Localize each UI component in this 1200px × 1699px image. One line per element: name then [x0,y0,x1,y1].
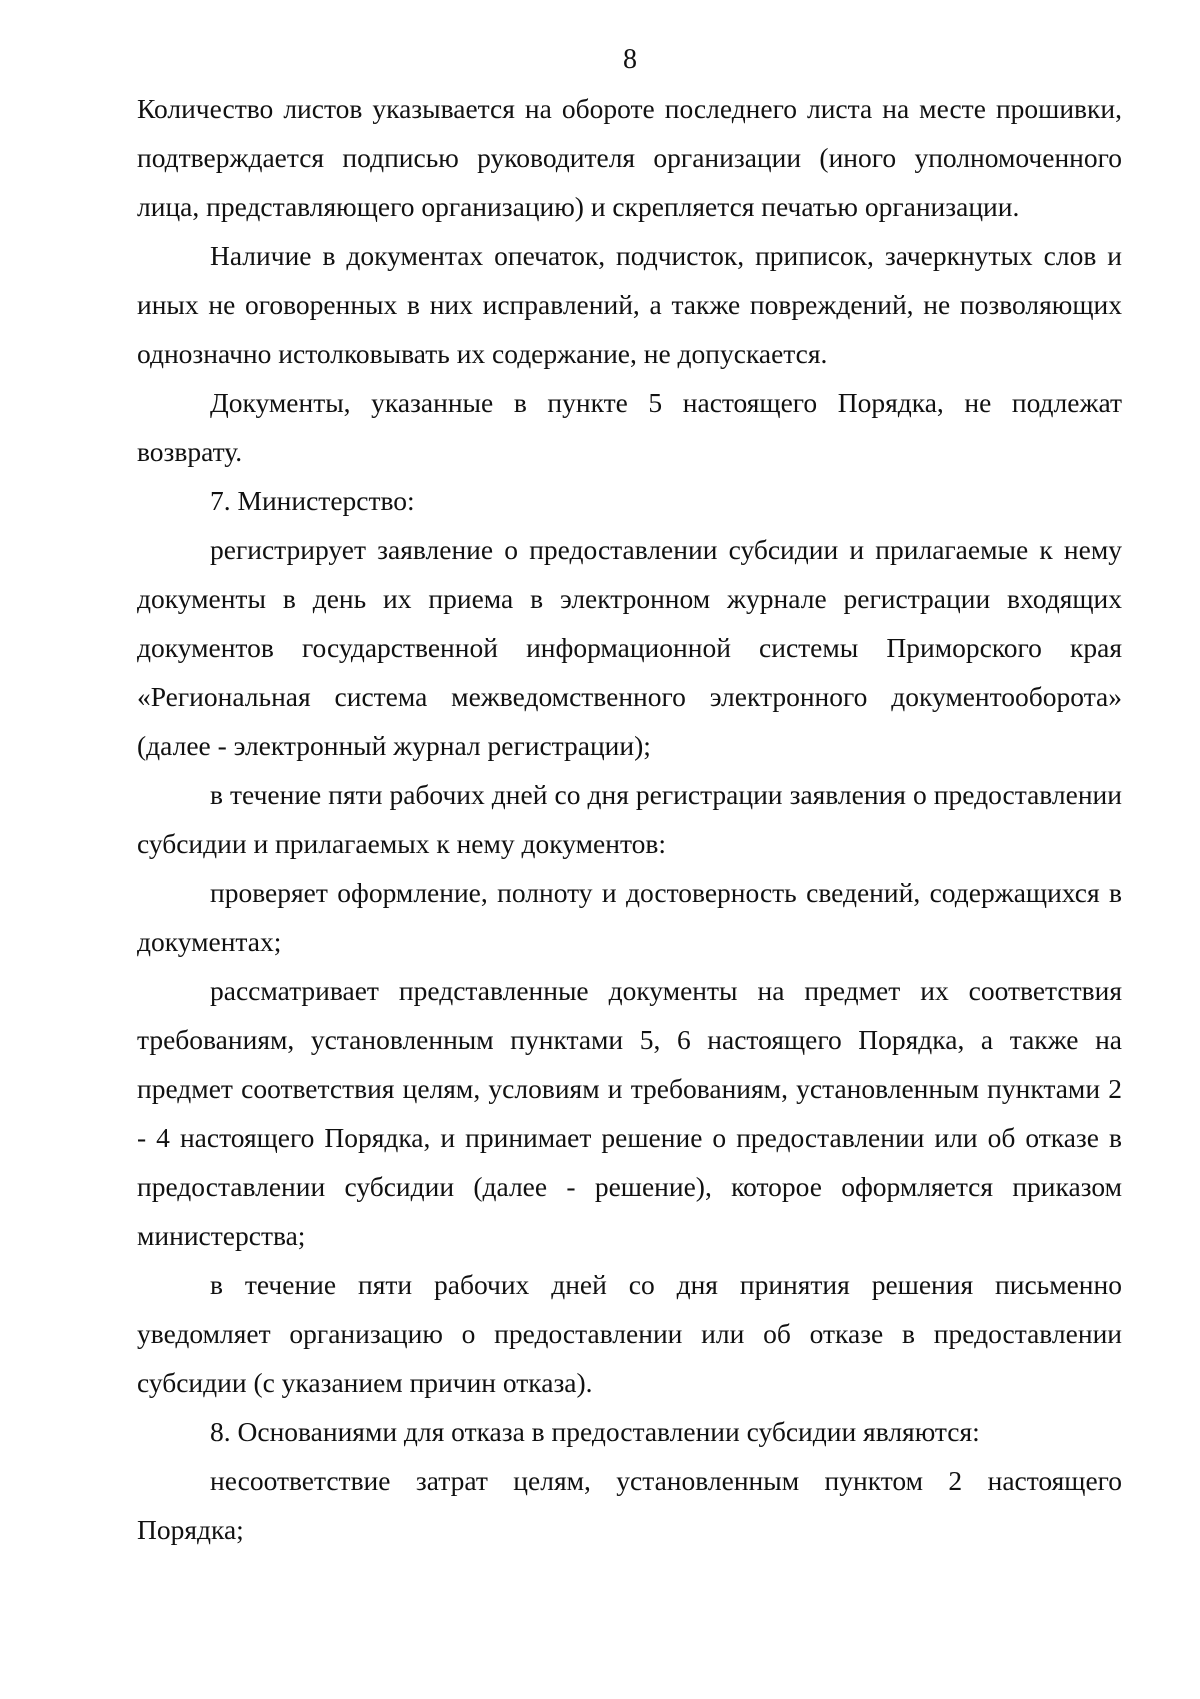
paragraph-3: Документы, указанные в пункте 5 настоящего Порядка, не подлежат возврату. [137,387,1122,467]
paragraph-9: в течение пяти рабочих дней со дня принятия решения письменно уведомляет организацию о предоставлении или об отказе в предоставлении субсидии (с указанием причин отказа). [137,1269,1122,1398]
paragraph-6: в течение пяти рабочих дней со дня регистрации заявления о предоставлении субсидии и прилагаемых к нему документов: [137,779,1122,859]
paragraph-4: 7. Министерство: [210,485,415,516]
paragraph-8: рассматривает представленные документы на предмет их соответствия требованиям, установленным пунктами 5, 6 настоящего Порядка, а также на предмет соответствия целям, условиям и требованиям, установленным пунктами 2 - 4 настоящего Порядка, и принимает решение о предоставлении или об отказе в предоставлении субсидии (далее - решение), которое оформляется приказом министерства; [137,975,1122,1251]
paragraph-2: Наличие в документах опечаток, подчисток, приписок, зачеркнутых слов и иных не оговоренных в них исправлений, а также повреждений, не позволяющих однозначно истолковывать их содержание, не допускается. [137,240,1122,369]
page-body [137,84,1122,1554]
paragraph-7: проверяет оформление, полноту и достоверность сведений, содержащихся в документах; [137,877,1122,957]
paragraph-5: регистрирует заявление о предоставлении субсидии и прилагаемые к нему документы в день их приема в электронном журнале регистрации входящих документов государственной информационной системы Приморского края «Региональная система межведомственного электронного документооборота» (далее - электронный журнал регистрации); [137,534,1122,761]
paragraph-10: 8. Основаниями для отказа в предоставлении субсидии являются: [210,1416,980,1447]
paragraph-1: Количество листов указывается на обороте последнего листа на месте прошивки, подтверждается подписью руководителя организации (иного уполномоченного лица, представляющего организацию) и скрепляется печатью организации. [137,93,1122,222]
page-number: 8 [623,44,637,75]
paragraph-11: несоответствие затрат целям, установленным пунктом 2 настоящего Порядка; [137,1465,1122,1545]
